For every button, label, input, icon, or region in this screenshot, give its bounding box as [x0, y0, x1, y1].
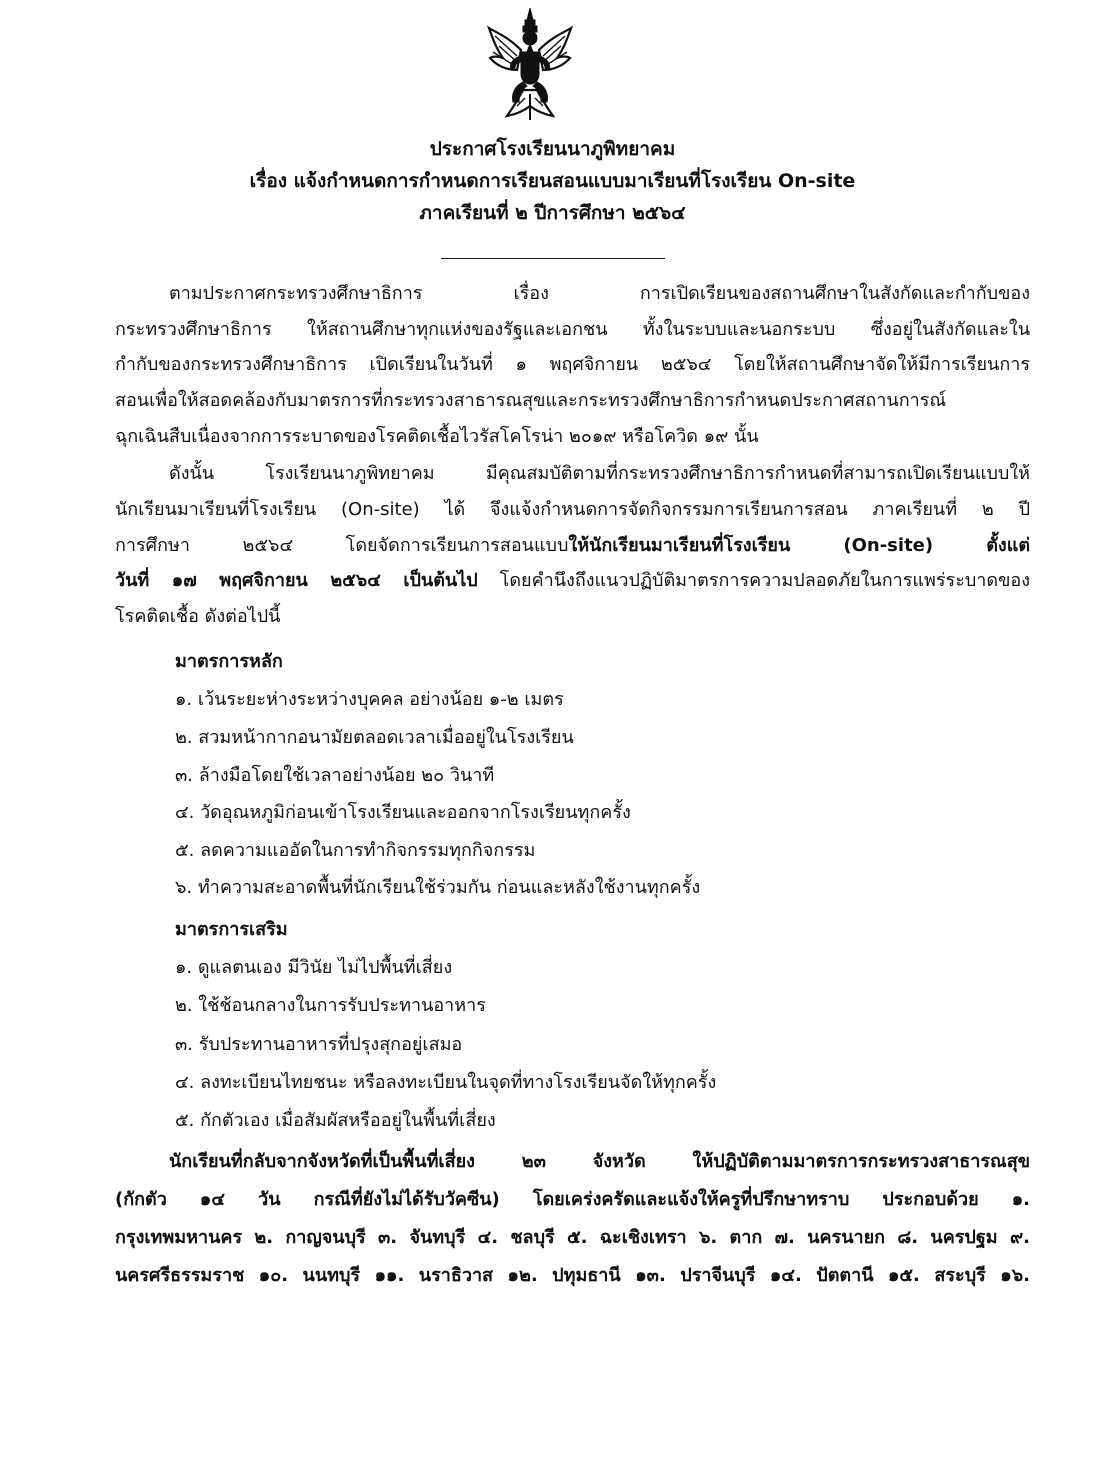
para2-start-date: วันที่ ๑๗ พฤศจิกายน ๒๕๖๔ เป็นต้นไป — [115, 570, 478, 591]
para1-line: กำกับของกระทรวงศึกษาธิการ เปิดเรียนในวันที่ ๑ พฤศจิกายน ๒๕๖๔ โดยให้สถานศึกษาจัดให้มีการเรียนการ — [115, 354, 1030, 375]
para3-line: นครศรีธรรมราช ๑๐. นนทบุรี ๑๑. นราธิวาส ๑๒. ปทุมธานี ๑๓. ปราจีนบุรี ๑๔. ปัตตานี ๑๕. สระบุรี ๑๖. — [115, 1265, 1030, 1286]
list-item: ๔. ลงทะเบียนไทยชนะ หรือลงทะเบียนในจุดที่ทางโรงเรียนจัดให้ทุกครั้ง — [175, 1072, 717, 1093]
list-item: ๖. ทำความสะอาดพื้นที่นักเรียนใช้ร่วมกัน ก่อนและหลังใช้งานทุกครั้ง — [175, 877, 701, 898]
para2-line3-normal: การศึกษา ๒๕๖๔ โดยจัดการเรียนการสอนแบบ — [115, 535, 569, 556]
list-item: ๔. วัดอุณหภูมิก่อนเข้าโรงเรียนและออกจากโรงเรียนทุกครั้ง — [175, 802, 631, 823]
announcement-title: ประกาศโรงเรียนนาภูพิทยาคม — [429, 138, 676, 160]
list-item: ๑. เว้นระยะห่างระหว่างบุคคล อย่างน้อย ๑-๒ เมตร — [175, 689, 564, 710]
para3-line: กรุงเทพมหานคร ๒. กาญจนบุรี ๓. จันทบุรี ๔. ชลบุรี ๕. ฉะเชิงเทรา ๖. ตาก ๗. นครนายก ๘. นครปฐม ๙. — [115, 1227, 1030, 1248]
para3-line: (กักตัว ๑๔ วัน กรณีที่ยังไม่ได้รับวัคซีน) โดยเคร่งครัดและแจ้งให้ครูที่ปรึกษาทราบ ประกอบด้วย ๑. — [115, 1189, 1030, 1210]
para1-line: สอนเพื่อให้สอดคล้องกับมาตรการที่กระทรวงสาธารณสุขและกระทรวงศึกษาธิการกำหนดประกาศสถานการณ์ — [115, 390, 947, 411]
para2-line: โรคติดเชื้อ ดังต่อไปนี้ — [115, 606, 281, 627]
announcement-subject: เรื่อง แจ้งกำหนดการกำหนดการเรียนสอนแบบมาเรียนที่โรงเรียน On-site — [249, 170, 856, 192]
main-measures-title: มาตรการหลัก — [175, 651, 283, 672]
para2-line: ดังนั้น โรงเรียนนาภูพิทยาคม มีคุณสมบัติตามที่กระทรวงศึกษาธิการกำหนดที่สามารถเปิดเรียนแบบให้ — [169, 463, 1030, 484]
para2-line — [115, 567, 1030, 595]
list-item: ๒. ใช้ช้อนกลางในการรับประทานอาหาร — [175, 995, 486, 1016]
list-item: ๒. สวมหน้ากากอนามัยตลอดเวลาเมื่ออยู่ในโรงเรียน — [175, 727, 574, 748]
para3-line: นักเรียนที่กลับจากจังหวัดที่เป็นพื้นที่เสี่ยง ๒๓ จังหวัด ให้ปฏิบัติตามมาตรการกระทรวงสาธารณสุข — [169, 1151, 1030, 1172]
announcement-term: ภาคเรียนที่ ๒ ปีการศึกษา ๒๕๖๔ — [419, 202, 686, 224]
para1-line: ตามประกาศกระทรวงศึกษาธิการ เรื่อง การเปิดเรียนของสถานศึกษาในสังกัดและกำกับของ — [169, 283, 1030, 304]
para1-line: ฉุกเฉินสืบเนื่องจากการระบาดของโรคติดเชื้อไวรัสโคโรน่า ๒๐๑๙ หรือโควิด ๑๙ นั้น — [115, 426, 759, 447]
para2-line: นักเรียนมาเรียนที่โรงเรียน (On-site) ได้ จึงแจ้งกำหนดการจัดกิจกรรมการเรียนการสอน ภาคเรียนที่ ๒ ปี — [115, 499, 1030, 520]
list-item: ๓. ล้างมือโดยใช้เวลาอย่างน้อย ๒๐ วินาที — [175, 765, 495, 786]
para1-line: กระทรวงศึกษาธิการ ให้สถานศึกษาทุกแห่งของรัฐและเอกชน ทั้งในระบบและนอกระบบ ซึ่งอยู่ในสังกัดและใน — [115, 319, 1030, 340]
para2-line4-normal: โดยคำนึงถึงแนวปฏิบัติมาตรการความปลอดภัยในการแพร่ระบาดของ — [477, 570, 1031, 591]
title-underline — [441, 258, 665, 259]
list-item: ๕. ลดความแออัดในการทำกิจกรรมทุกกิจกรรม — [175, 840, 536, 861]
para2-line3-bold: ให้นักเรียนมาเรียนที่โรงเรียน (On-site) ตั้งแต่ — [568, 535, 1031, 556]
list-item: ๕. กักตัวเอง เมื่อสัมผัสหรืออยู่ในพื้นที่เสี่ยง — [175, 1110, 496, 1131]
extra-measures-title: มาตรการเสริม — [175, 919, 288, 940]
garuda-emblem-icon — [487, 6, 573, 124]
list-item: ๑. ดูแลตนเอง มีวินัย ไม่ไปพื้นที่เสี่ยง — [175, 957, 453, 978]
list-item: ๓. รับประทานอาหารที่ปรุงสุกอยู่เสมอ — [175, 1034, 463, 1055]
para2-line — [115, 532, 1030, 560]
